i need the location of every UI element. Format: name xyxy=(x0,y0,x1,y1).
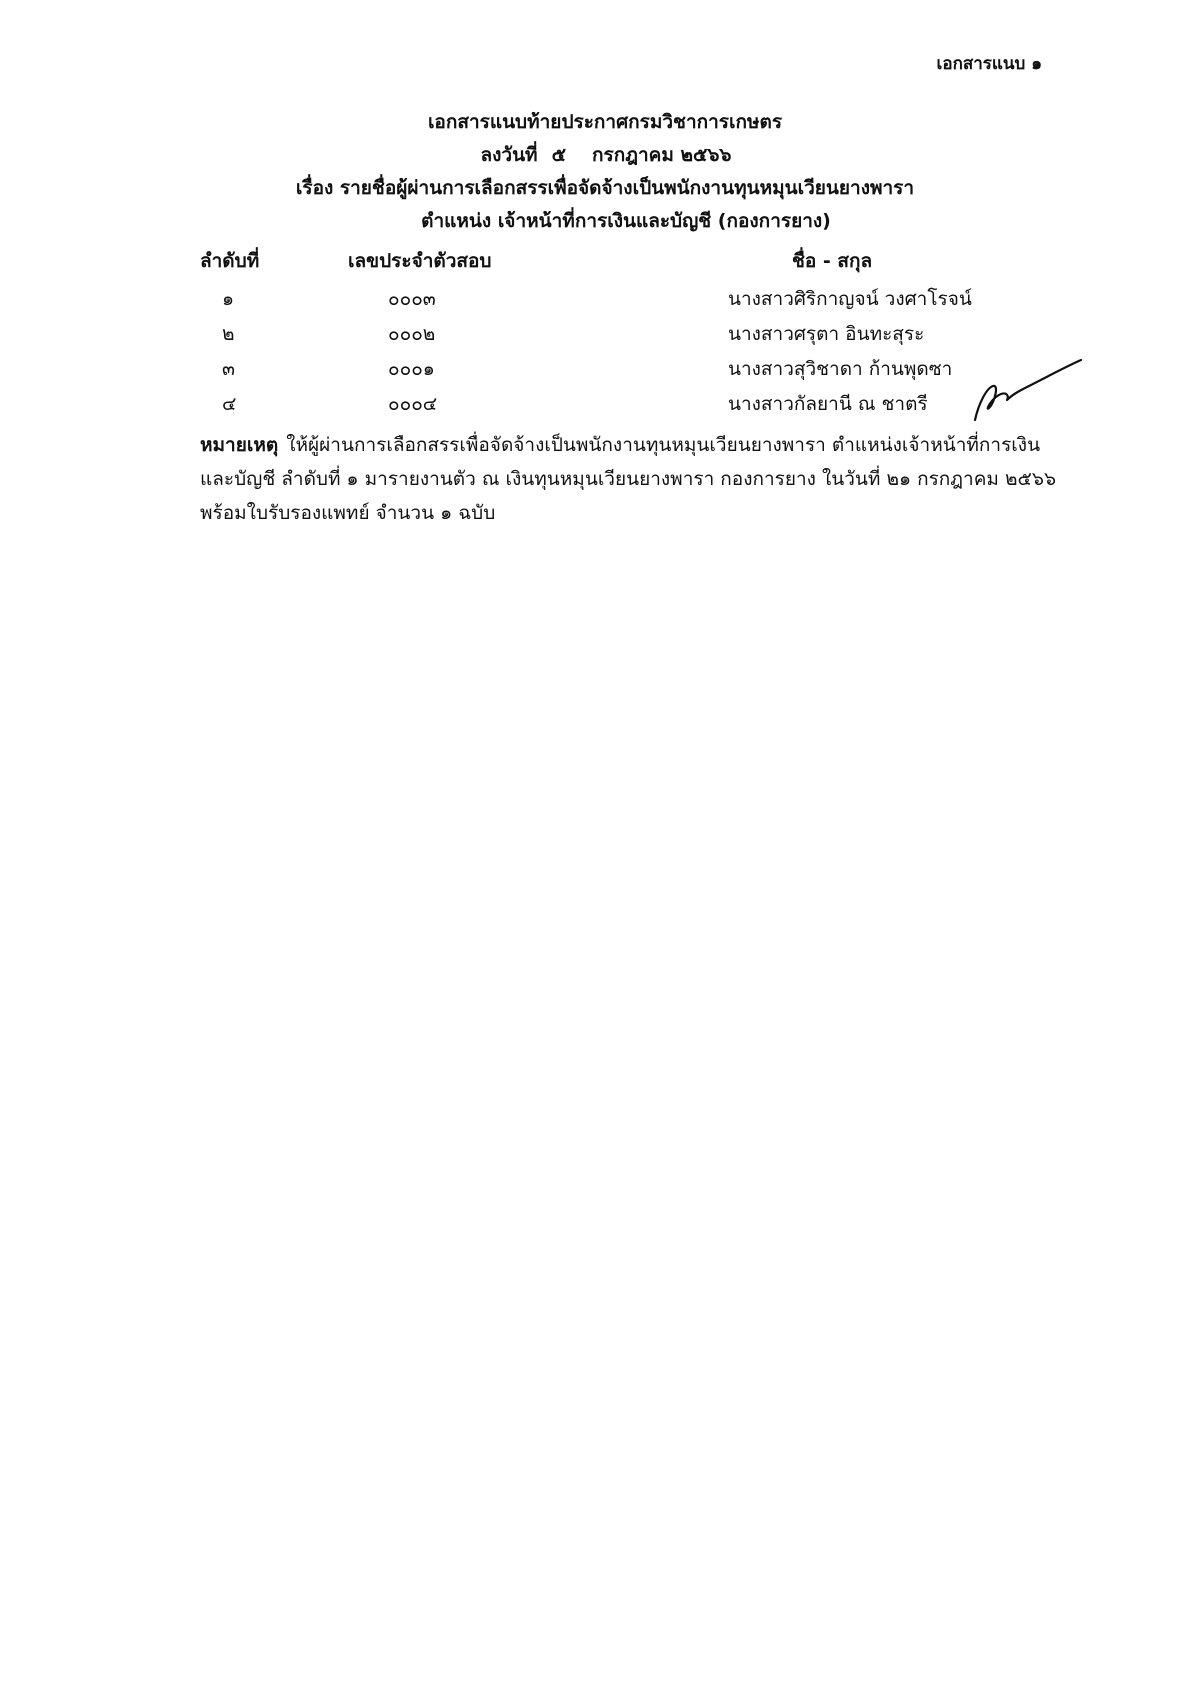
table-header-row xyxy=(0,246,1190,278)
row-exam-id: ๐๐๐๑ xyxy=(388,358,435,380)
remark-text: ให้ผู้ผ่านการเลือกสรรเพื่อจัดจ้างเป็นพนักงานทุนหมุนเวียนยางพารา ตำแหน่งเจ้าหน้าที่การเงินและบัญชี ลำดับที่ ๑ มารายงานตัว ณ เงินทุนหมุนเวียนยางพารา กองการยาง ในวันที่ ๒๑ กรกฎาคม ๒๕๖๖ พร้อมใบรับรองแพทย์ จำนวน ๑ ฉบับ xyxy=(200,434,1057,524)
row-name: นางสาวสุวิชาดา ก้านพุดซา xyxy=(728,358,953,380)
date-day: ๕ xyxy=(551,144,566,166)
header-name: ชื่อ - สกุล xyxy=(792,250,873,272)
row-exam-id: ๐๐๐๒ xyxy=(388,323,436,345)
header-exam-id: เลขประจำตัวสอบ xyxy=(348,250,492,272)
title-date-line xyxy=(0,139,1190,172)
row-exam-id: ๐๐๐๓ xyxy=(388,288,436,310)
table-row xyxy=(0,284,1190,316)
title-position-line: ตำแหน่ง เจ้าหน้าที่การเงินและบัญชี (กองการยาง) xyxy=(421,210,831,232)
table-row xyxy=(0,319,1190,351)
title-subject-line: เรื่อง รายชื่อผู้ผ่านการเลือกสรรเพื่อจัดจ้างเป็นพนักงานทุนหมุนเวียนยางพารา xyxy=(295,177,915,199)
attachment-label: เอกสารแนบ ๑ xyxy=(936,54,1042,74)
row-exam-id: ๐๐๐๔ xyxy=(388,393,438,415)
document-title xyxy=(0,106,1190,238)
signature-mark xyxy=(965,350,1085,430)
row-name: นางสาวกัลยานี ณ ชาตรี xyxy=(728,393,928,415)
row-order: ๒ xyxy=(222,323,235,345)
row-name: นางสาวศรุตา อินทะสุระ xyxy=(728,323,925,345)
row-name: นางสาวศิริกาญจน์ วงศาโรจน์ xyxy=(728,288,972,310)
row-order: ๔ xyxy=(222,393,237,415)
remark-paragraph xyxy=(200,428,1060,530)
date-prefix: ลงวันที่ xyxy=(480,144,538,166)
row-order: ๓ xyxy=(222,358,235,380)
title-line-1: เอกสารแนบท้ายประกาศกรมวิชาการเกษตร xyxy=(427,111,783,133)
remark-label: หมายเหตุ xyxy=(200,434,279,456)
header-order: ลำดับที่ xyxy=(200,250,260,272)
date-month-year: กรกฎาคม ๒๕๖๖ xyxy=(591,144,732,166)
row-order: ๑ xyxy=(222,288,235,310)
